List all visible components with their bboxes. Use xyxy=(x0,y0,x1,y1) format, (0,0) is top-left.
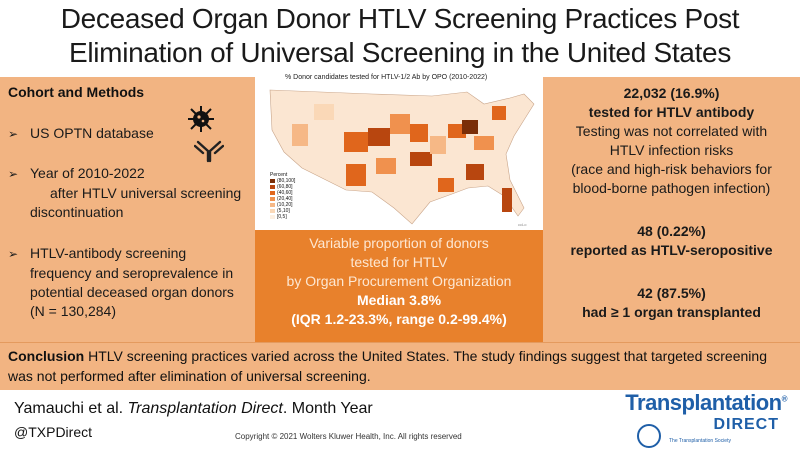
logo-direct: DIRECT xyxy=(713,416,779,433)
legend-label: (5,10] xyxy=(277,208,290,214)
legend-swatch xyxy=(270,191,275,195)
citation-date: . Month Year xyxy=(282,400,373,417)
stat-tested-label: tested for HTLV antibody xyxy=(588,104,755,120)
summary-line-2: tested for HTLV xyxy=(350,254,448,270)
conclusion-bar xyxy=(0,342,800,390)
legend-label: (80,100] xyxy=(277,178,296,184)
legend-swatch xyxy=(270,185,275,189)
legend-label: (10,20] xyxy=(277,202,293,208)
bullet-3-line-4: (N = 130,284) xyxy=(30,303,116,319)
page-title xyxy=(0,2,800,70)
bullet-2-line-3: discontinuation xyxy=(30,204,124,220)
state-region xyxy=(466,164,484,180)
legend-title: Percent xyxy=(270,172,288,178)
bullet-3-line-1: HTLV-antibody screening xyxy=(30,245,187,261)
state-region xyxy=(438,178,454,192)
state-region xyxy=(314,104,334,120)
stat-tested-value: 22,032 (16.9%) xyxy=(623,85,720,101)
legend-swatch xyxy=(270,215,275,219)
map-watermark: ccLo xyxy=(518,222,527,227)
legend-swatch xyxy=(270,179,275,183)
stat-seropositive-label: reported as HTLV-seropositive xyxy=(570,242,773,258)
title-line-2: Elimination of Universal Screening in the United States xyxy=(68,37,732,68)
virus-icon xyxy=(186,104,216,134)
seal-text: The Transplantation Society xyxy=(669,438,731,444)
copyright: Copyright © 2021 Wolters Kluwer Health, Inc. All rights reserved xyxy=(235,432,462,441)
opo-summary-box xyxy=(255,230,543,342)
legend-label: (60,80] xyxy=(277,184,293,190)
note-line-3: (race and high-risk behaviors for xyxy=(571,161,772,177)
state-region xyxy=(292,124,308,146)
citation-author: Yamauchi et al. xyxy=(14,400,128,417)
bullet-1-text: US OPTN database xyxy=(30,125,154,141)
map-legend xyxy=(270,172,295,220)
state-region xyxy=(502,188,512,212)
arrow-icon: ➢ xyxy=(8,127,19,141)
legend-swatch xyxy=(270,197,275,201)
state-region xyxy=(430,136,446,154)
legend-swatch xyxy=(270,203,275,207)
logo-reg: ® xyxy=(781,394,787,404)
journal-logo xyxy=(625,390,797,450)
note-line-1: Testing was not correlated with xyxy=(575,123,768,139)
society-seal-icon xyxy=(637,424,661,448)
us-map xyxy=(262,84,542,230)
legend-item xyxy=(270,214,295,220)
legend-label: [0,5] xyxy=(277,214,287,220)
summary-line-1: Variable proportion of donors xyxy=(309,235,489,251)
stat-transplanted-value: 42 (87.5%) xyxy=(637,285,706,301)
iqr-range: (IQR 1.2-23.3%, range 0.2-99.4%) xyxy=(291,311,507,327)
state-region xyxy=(344,132,368,152)
state-region xyxy=(410,152,432,166)
legend-swatch xyxy=(270,209,275,213)
bullet-2-line-1: Year of 2010-2022 xyxy=(30,165,145,181)
bullet-2 xyxy=(8,164,241,222)
legend-items xyxy=(270,178,295,220)
state-region xyxy=(346,164,366,186)
bullet-2-line-2: after HTLV universal screening xyxy=(50,185,242,201)
summary-line-3: by Organ Procurement Organization xyxy=(286,273,512,289)
map-title: % Donor candidates tested for HTLV-1/2 Ab by OPO (2010-2022) xyxy=(285,74,488,81)
bullet-3-line-3: potential deceased organ donors xyxy=(30,284,234,300)
citation-journal: Transplantation Direct xyxy=(127,400,283,417)
twitter-handle[interactable]: @TXPDirect xyxy=(14,424,92,440)
antibody-icon xyxy=(194,138,224,164)
note-line-4: blood-borne pathogen infection) xyxy=(572,180,771,196)
note-line-2: HTLV infection risks xyxy=(609,142,734,158)
legend-label: (40,60] xyxy=(277,190,293,196)
legend-label: (20,40] xyxy=(277,196,293,202)
conclusion-text: HTLV screening practices varied across the United States. The study findings suggest that targeted screening was not performed after elimination of universal screening. xyxy=(8,348,767,384)
title-line-1: Deceased Organ Donor HTLV Screening Practices Post xyxy=(60,3,740,34)
bullet-3 xyxy=(8,244,234,321)
stat-tested xyxy=(543,84,800,198)
median-value: Median 3.8% xyxy=(356,292,442,308)
state-region xyxy=(368,128,390,146)
state-region xyxy=(474,136,494,150)
arrow-icon: ➢ xyxy=(8,247,19,261)
state-region xyxy=(462,120,478,134)
cohort-heading: Cohort and Methods xyxy=(8,84,145,100)
conclusion-label: Conclusion xyxy=(8,348,85,364)
bullet-3-line-2: frequency and seroprevalence in xyxy=(30,265,234,281)
state-region xyxy=(376,158,396,174)
state-region xyxy=(390,114,410,134)
bullet-1 xyxy=(8,124,154,144)
arrow-icon: ➢ xyxy=(8,167,19,181)
citation xyxy=(14,400,373,418)
stat-transplanted xyxy=(543,284,800,322)
stat-seropositive-value: 48 (0.22%) xyxy=(637,223,706,239)
logo-wordmark xyxy=(625,390,787,416)
stat-seropositive xyxy=(543,222,800,260)
state-region xyxy=(492,106,506,120)
state-region xyxy=(410,124,428,142)
logo-line-1: Transplantation xyxy=(625,390,782,415)
stat-transplanted-label: had ≥ 1 organ transplanted xyxy=(582,304,761,320)
